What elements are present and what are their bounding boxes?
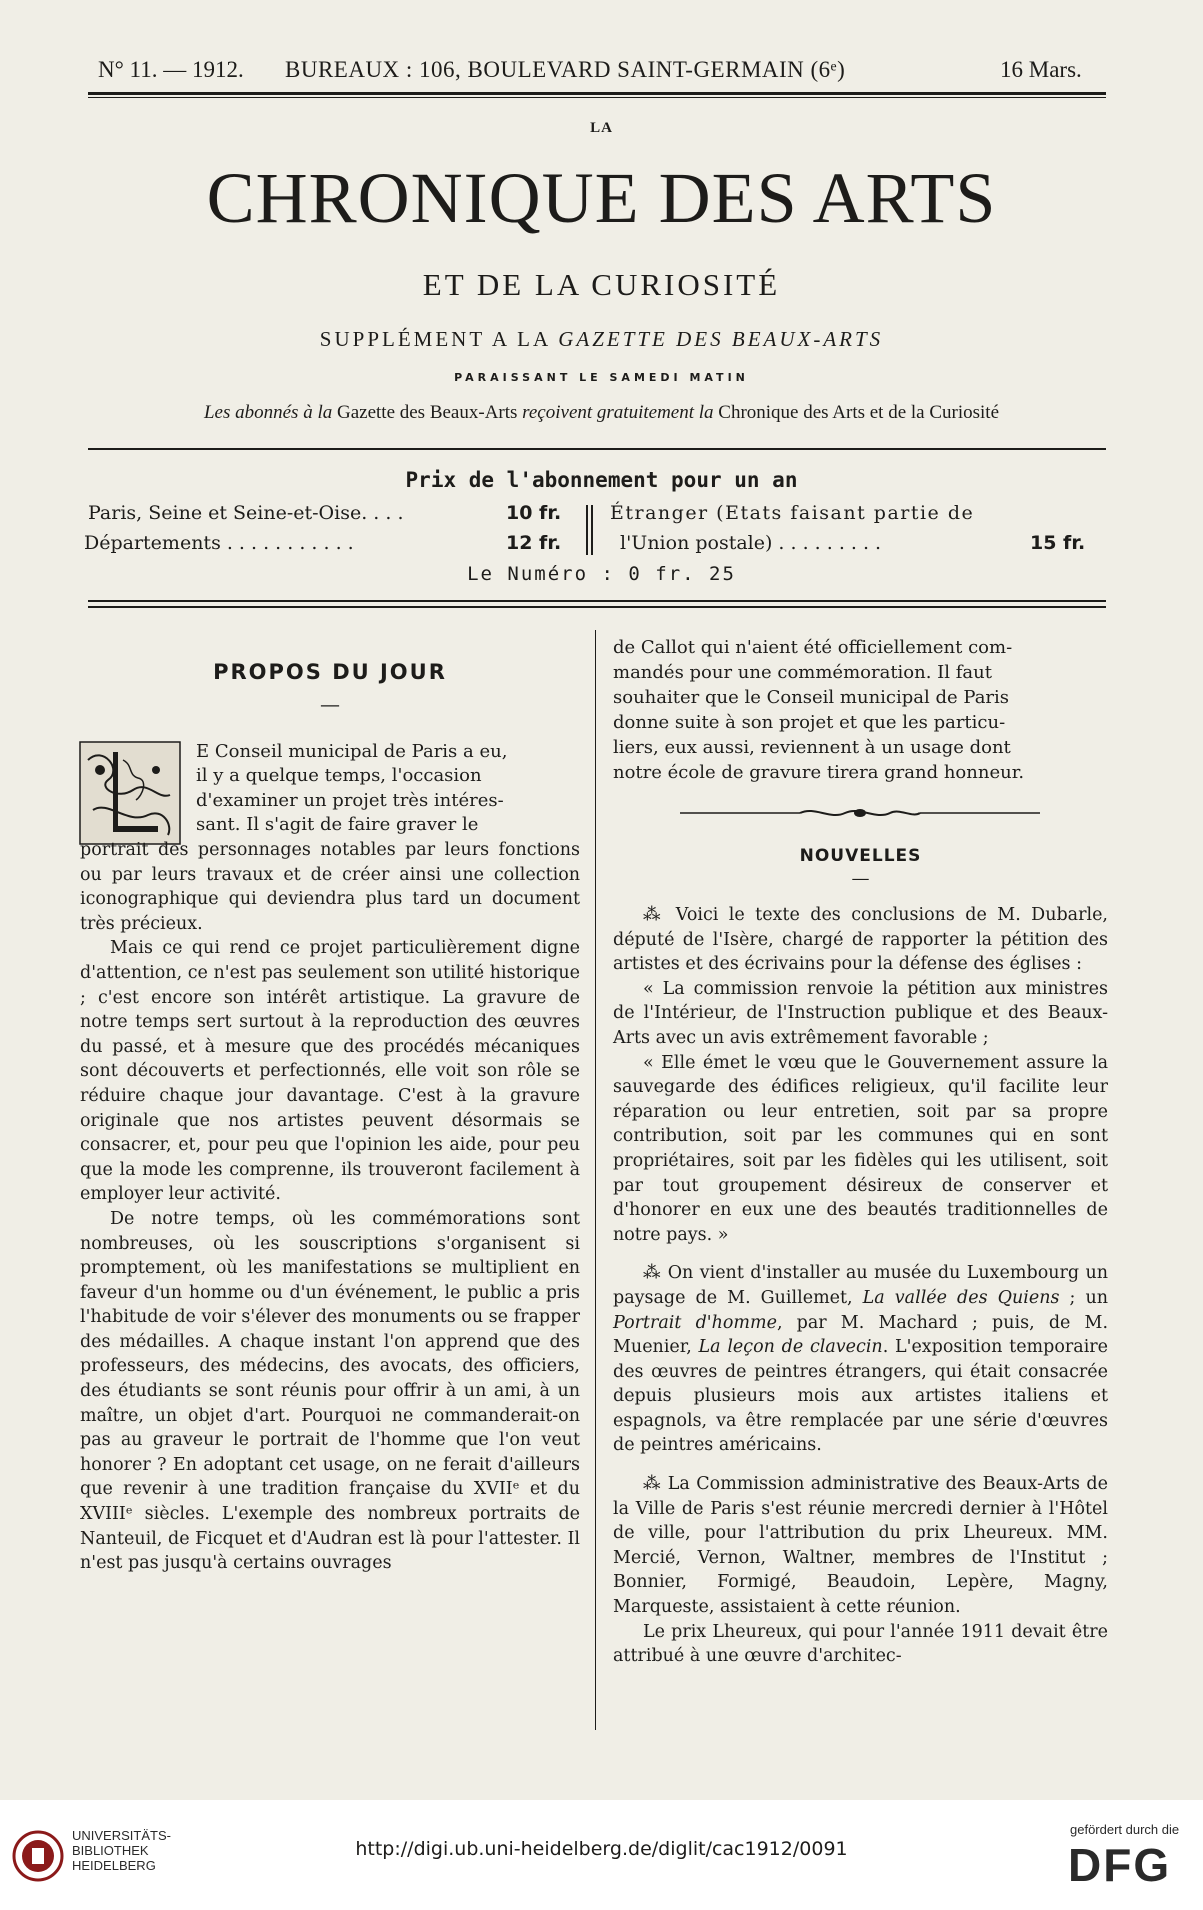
numero-price: Le Numéro : 0 fr. 25	[467, 563, 736, 585]
right-line-3: souhaiter que le Conseil municipal de Paris	[613, 687, 1010, 708]
etranger-line-2: l'Union postale) . . . . . . . . .	[620, 532, 882, 554]
gazette-title: GAZETTE DES BEAUX-ARTS	[558, 327, 884, 351]
propos-dash: —	[320, 692, 340, 716]
issue-date: 16 Mars.	[1000, 57, 1082, 82]
news-item-2: ⁂ On vient d'installer au musée du Luxembourg un paysage de M. Guillemet, La vallée des Quiens ; un Portrait d'homme, par M. Machard ; puis, de M. Muenier, La leçon de clavecin. L'exposition temporaire des œuvres de peintres étrangers, qui était consacrée depuis plusieurs mois aux artistes italiens et espagnols, va être remplacée par une série d'œuvres de peintres américains.	[613, 1263, 1109, 1456]
nouvelles-heading: NOUVELLES	[799, 846, 922, 866]
right-line-5: liers, eux aussi, reviennent à un usage dont	[613, 737, 1011, 758]
news-item-3: ⁂ La Commission administrative des Beaux-Arts de la Ville de Paris s'est réunie mercredi dernier à l'Hôtel de ville, pour l'attribution du prix Lheureux. MM. Mercié, Vernon, Waltner, membres de l'Institut ; Bonnier, Formigé, Beaudoin, Lepère, Magny, Marqueste, assistaient à cette réunion.	[613, 1474, 1108, 1618]
departements-label: Départements . . . . . . . . . . .	[84, 532, 354, 554]
masthead-subtitle: ET DE LA CURIOSITÉ	[422, 267, 781, 302]
right-line-1: de Callot qui n'aient été officiellement com-	[613, 637, 1013, 658]
propos-body	[80, 838, 580, 1576]
right-line-6: notre école de gravure tirera grand honneur.	[613, 762, 1025, 783]
rule-above-prices	[88, 448, 1106, 450]
header-rule	[88, 92, 1106, 95]
masthead-la: LA	[590, 120, 613, 136]
abonnes-line: Les abonnés à la Gazette des Beaux-Arts reçoivent gratuitement la Chronique des Arts et de la Curiosité	[203, 402, 1000, 423]
propos-paragraph-2: Mais ce qui rend ce projet particulièrement digne d'attention, ce n'est pas seulement son utilité historique ; c'est encore son intérêt artistique. La gravure de notre temps sert surtout à la reproduction des œuvres du passé, et à mesure que des procédés mécaniques sont découverts et perfectionnés, elle voit son rôle se réduire chaque jour davantage. C'est à la gravure originale que nos artistes peuvent désormais se consacrer, et, pour peu que l'opinion les aide, pour peu que la mode les comprenne, ils trouveront facilement à employer leur activité.	[80, 938, 580, 1205]
propos-paragraph-1: portrait des personnages notables par leurs fonctions ou par leurs travaux et de créer ainsi une collection iconographique qui deviendra plus tard un document très précieux.	[80, 840, 580, 934]
asterism: ⁂	[643, 905, 666, 925]
funded-by-label: gefördert durch die	[1070, 1822, 1180, 1837]
header-rule-thin	[88, 97, 1106, 98]
propos-heading: PROPOS DU JOUR	[213, 660, 447, 684]
paris-price: 10 fr.	[506, 502, 562, 524]
asterism: ⁂	[643, 1474, 662, 1495]
decorated-initial-l	[78, 740, 182, 846]
nouvelles-dash: —	[851, 868, 870, 889]
column-divider	[595, 630, 596, 1730]
right-line-2: mandés pour une commémoration. Il faut	[613, 662, 992, 683]
nouvelles-body	[613, 903, 1108, 1669]
supplement-line: SUPPLÉMENT A LA GAZETTE DES BEAUX-ARTS	[319, 327, 884, 351]
propos-intro-line-4: sant. Il s'agit de faire graver le	[196, 814, 479, 835]
issue-number: N° 11. — 1912.	[98, 57, 244, 82]
dfg-logo: DFG	[1068, 1839, 1172, 1891]
subscription-title: Prix de l'abonnement pour un an	[405, 468, 798, 492]
university-library-name: UNIVERSITÄTS- BIBLIOTHEK HEIDELBERG	[72, 1828, 171, 1873]
etranger-price: 15 fr.	[1030, 532, 1086, 554]
price-divider-2	[591, 505, 593, 555]
paris-label: Paris, Seine et Seine-et-Oise. . . .	[88, 502, 404, 524]
news-item-1-quote-2: « Elle émet le vœu que le Gouvernement assure la sauvegarde des édifices religieux, qu'il facilite leur réparation ou leur entretien, soit par sa propre contribution, soit par les communes qui en sont propriétaires, soit par les fidèles qui les utilisent, soit par tout groupement désireux de conserver et d'honorer en eux une des beautés traditionnelles de notre pays. »	[613, 1052, 1108, 1245]
propos-paragraph-3: De notre temps, où les commémorations sont nombreuses, où les souscriptions s'organisent si promptement, où les manifestations se multiplient en faveur d'un homme ou d'un événement, le public a pris l'habitude de voir s'élever des monuments ou se frapper des médailles. A chaque instant l'on apprend que des professeurs, des médecins, des avocats, des officiers, des étudiants se sont réunis pour offrir à un ami, à un maître, un objet d'art. Pourquoi ne commanderait-on pas au graveur le portrait de l'homme que l'on veut honorer ? En adoptant cet usage, on ne ferait d'ailleurs que revenir à une tradition française du XVIIᵉ et du XVIIIᵉ siècles. L'exemple des nombreux portraits de Nanteuil, de Ficquet et d'Audran est là pour l'attester. Il n'est pas jusqu'à certains ouvrages	[80, 1208, 580, 1574]
news-item-1: ⁂ Voici le texte des conclusions de M. Dubarle, député de l'Isère, chargé de rapporter la pétition des artistes et des écrivains pour la défense des églises :	[613, 905, 1108, 975]
news-item-1-quote-1: « La commission renvoie la pétition aux ministres de l'Intérieur, de l'Instruction publique et des Beaux-Arts avec un avis extrêmement favorable ;	[613, 978, 1108, 1048]
departements-price: 12 fr.	[506, 532, 562, 554]
asterism: ⁂	[643, 1263, 662, 1284]
price-divider-1	[586, 505, 588, 555]
propos-intro-line-3: d'examiner un projet très intéres-	[196, 790, 504, 811]
right-line-4: donne suite à son projet et que les particu-	[613, 712, 1006, 733]
rule-below-prices	[88, 600, 1106, 602]
bureaux-address: BUREAUX : 106, BOULEVARD SAINT-GERMAIN (6ᵉ)	[285, 57, 846, 82]
propos-intro-line-2: il y a quelque temps, l'occasion	[196, 765, 482, 786]
masthead-title: CHRONIQUE DES ARTS	[206, 158, 997, 238]
running-header	[0, 57, 1203, 85]
rule-below-prices-2	[88, 606, 1106, 608]
viewer-footer	[0, 1800, 1203, 1910]
permalink-url[interactable]: http://digi.ub.uni-heidelberg.de/diglit/cac1912/0091	[355, 1838, 848, 1860]
news-item-4: Le prix Lheureux, qui pour l'année 1911 devait être attribué à une œuvre d'architec-	[613, 1621, 1108, 1667]
paraissant-line: PARAISSANT LE SAMEDI MATIN	[454, 371, 749, 384]
ornamental-divider	[680, 806, 1040, 820]
etranger-line-1: Étranger (Etats faisant partie de	[610, 502, 975, 524]
propos-intro-line-1: E Conseil municipal de Paris a eu,	[196, 741, 508, 762]
